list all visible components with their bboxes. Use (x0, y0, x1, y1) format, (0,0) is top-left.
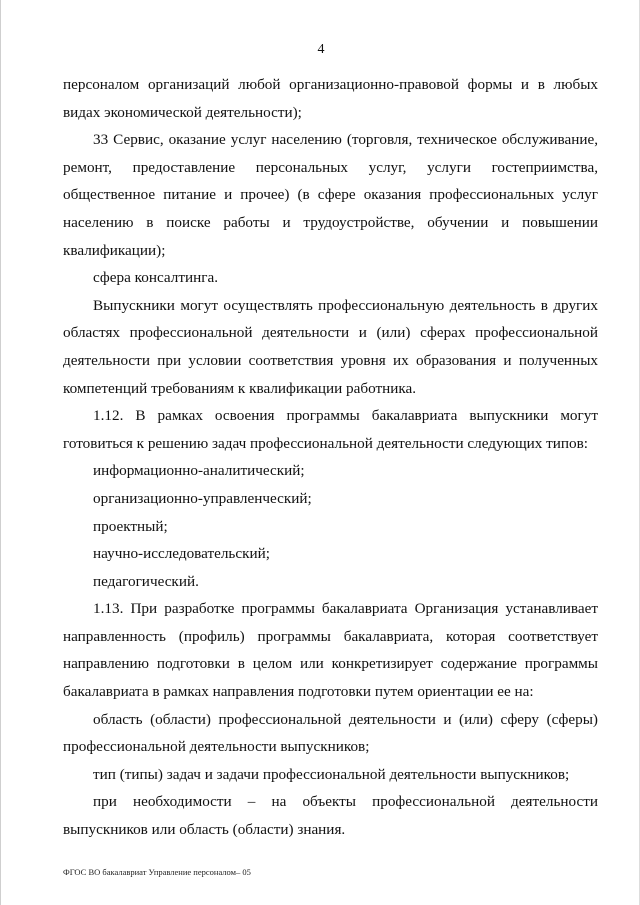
paragraph: Выпускники могут осуществлять профессиональную деятельность в других областях профессиональной деятельности и (или) сферах профессиональной деятельности при условии соответствия уровня их образования и полученных компетенций требованиям к квалификации работника. (63, 296, 598, 397)
list-item: информационно-аналитический; (93, 462, 305, 480)
paragraph: сфера консалтинга. (93, 269, 219, 287)
list-item: организационно-управленческий; (93, 489, 312, 507)
document-footer: ФГОС ВО бакалавриат Управление персоналом– 05 (63, 867, 251, 877)
list-item: проектный; (93, 517, 168, 535)
list-item: область (области) профессиональной деятельности и (или) сферу (сферы) профессиональной деятельности выпускников; (63, 710, 598, 756)
list-item: при необходимости – на объекты профессиональной деятельности выпускников или область (области) знания. (63, 793, 598, 839)
page-number: 4 (317, 42, 325, 57)
paragraph: 1.12. В рамках освоения программы бакалавриата выпускники могут готовиться к решению задач профессиональной деятельности следующих типов: (63, 407, 598, 452)
list-item: научно-исследовательский; (93, 545, 270, 563)
list-item: тип (типы) задач и задачи профессиональной деятельности выпускников; (93, 765, 570, 783)
paragraph: персоналом организаций любой организационно-правовой формы и в любых видах экономической деятельности); (63, 76, 598, 121)
paragraph: 33 Сервис, оказание услуг населению (торговля, техническое обслуживание, ремонт, предоставление персональных услуг, услуги гостеприимства, общественное питание и прочее) (в сфере оказания профессиональных услуг населению в поиске работы и трудоустройстве, обучении и повышении квалификации); (63, 131, 598, 259)
paragraph: 1.13. При разработке программы бакалавриата Организация устанавливает направленность (профиль) программы бакалавриата, которая соответствует направлению подготовки в целом или конкретизирует содержание программы бакалавриата в рамках направления подготовки путем ориентации ее на: (63, 600, 598, 701)
document-body (63, 71, 598, 844)
list-item: педагогический. (93, 572, 199, 590)
